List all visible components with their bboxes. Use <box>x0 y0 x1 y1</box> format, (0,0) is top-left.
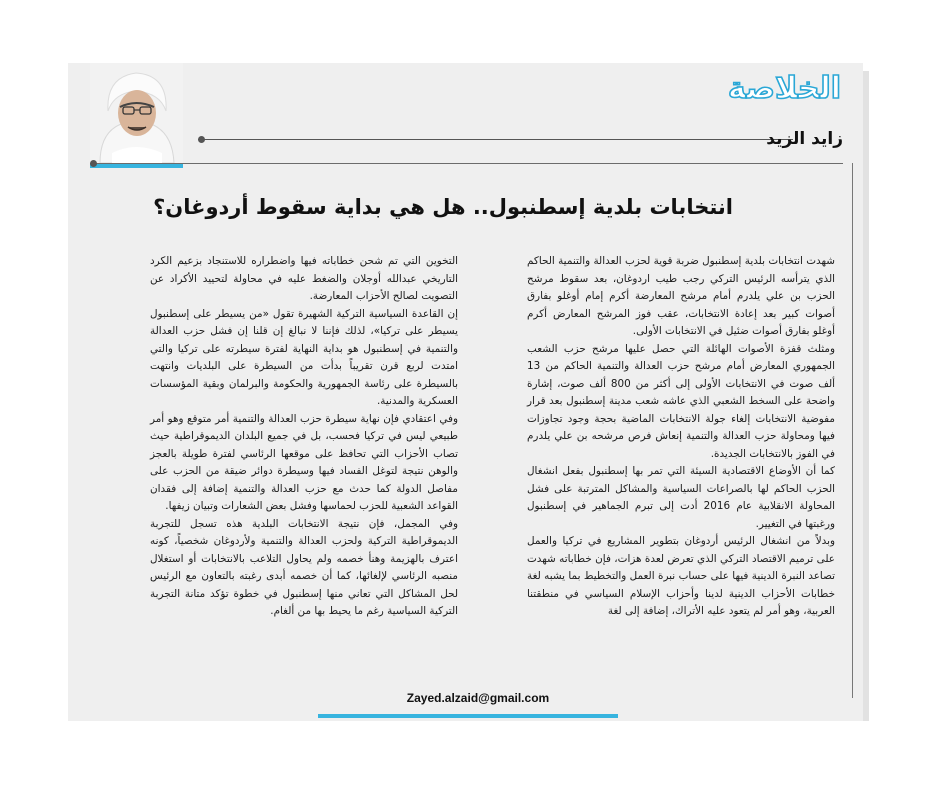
paragraph: شهدت انتخابات بلدية إسطنبول ضربة قوية لحزب العدالة والتنمية الحاكم الذي يترأسه الرئيس التركي رجب طيب اردوغان، بعد سقوط مرشح الحزب بن علي يلدرم أمام مرشح المعارضة أكرم إمام أوغلو بفارق أصوات كبير بعد إعادة الانتخابات، عقب فوز المرشح المعارض أكرم أوغلو بفارق أصوات ضئيل في الانتخابات الأولى. <box>527 255 835 337</box>
author-name: زايد الزيد <box>766 129 843 149</box>
paragraph: وفي المجمل، فإن نتيجة الانتخابات البلدية هذه تسجل للتجربة الديموقراطية التركية ولحزب العدالة والتنمية ولأردوغان شخصياً، كونه اعترف بالهزيمة وهنأ خصمه ولم يحاول التلاعب بالانتخابات أو استغلال منصبه الرئاسي لإلغائها، كما أن خصمه أبدى رغبته بالتعاون مع الرئيس لحل المشاكل التي تعاني منها إسطنبول في خطوة تؤكد متانة التجربة التركية السياسية رغم ما يحيط بها من ألغام. <box>150 517 458 617</box>
author-photo <box>90 63 183 163</box>
article-column-left <box>150 253 458 673</box>
author-email: Zayed.alzaid@gmail.com <box>406 691 550 705</box>
author-portrait-image <box>90 63 183 163</box>
header-rule <box>90 163 843 164</box>
paragraph: وفي اعتقادي فإن نهاية سيطرة حزب العدالة والتنمية أمر متوقع وهو أمر طبيعي ليس في تركيا فحسب، بل في جميع البلدان الديموقراطية حيث تصاب الأحزاب التي تحافظ على موقعها الرئاسي لفترة طويلة بالعجز والوهن نتيجة لتوغل الفساد فيها وسيطرة دوائر ضيقة من الحزب على مفاصل الدولة كما حدث مع حزب العدالة والتنمية إضافة إلى فقدان القواعد الشعبية للحزب لحماسها وفشل بعض الشعارات وتبيان زيفها. <box>150 412 458 512</box>
paragraph: إن القاعدة السياسية التركية الشهيرة تقول «من يسيطر على إسطنبول يسيطر على تركيا»، لذلك فإننا لا نبالغ إن قلنا إن فشل حزب العدالة والتنمية في إسطنبول هو بداية النهاية لفترة سيطرته على تركيا والتي امتدت لربع قرن تقريباً بدأت من السيطرة على البلديات وانتهت بالسيطرة على رئاسة الجمهورية والحكومة والبرلمان وبقية المؤسسات العسكرية والمدنية. <box>150 307 458 407</box>
paragraph: ومثلث قفزة الأصوات الهائلة التي حصل عليها مرشح حزب الشعب الجمهوري المعارض أمام مرشح حزب العدالة والتنمية الحاكم من 13 ألف صوت في الانتخابات الأولى إلى أكثر من 800 ألف صوت، إشارة واضحة على السخط الشعبي الذي عاشه شعب مدينة إسطنبول بعد قرار مفوضية الانتخابات إلغاء جولة الانتخابات الماضية بحجة وجود تجاوزات فيها ومحاولة حزب العدالة والتنمية إنعاش فرص مرشحه بن علي يلدرم في الفوز بالانتخابات الجديدة. <box>527 342 835 460</box>
email-accent-bar <box>318 714 618 718</box>
article-headline: انتخابات بلدية إسطنبول.. هل هي بداية سقوط أردوغان؟ <box>153 195 733 219</box>
paragraph: التخوين التي تم شحن خطاباته فيها واضطراره للاستنجاد بزعيم الكرد التاريخي عبدالله أوجلان والضغط عليه في محاولة لتحييد الأكراد عن التصويت لصالح الأحزاب المعارضة. <box>150 255 458 302</box>
article-page <box>68 63 863 721</box>
paragraph: كما أن الأوضاع الاقتصادية السيئة التي تمر بها إسطنبول بفعل انشغال الحزب الحاكم لها بالصراعات السياسية والمشاكل المترتبة على فشل المحاولة الانقلابية عام 2016 أدت إلى تبرم الجماهير في إسطنبول ورغبتها في التغيير. <box>527 465 835 530</box>
article-column-right <box>527 253 835 673</box>
paragraph: وبدلاً من انشغال الرئيس أردوغان بتطوير المشاريع في تركيا والعمل على ترميم الاقتصاد التركي الذي تعرض لعدة هزات، فإن خطاباته شهدت تصاعد النبرة الدينية فيها على حساب نبرة العمل والتخطيط بما يشبه لغة خطابات الأحزاب الدينية لدينا وأحزاب الإسلام السياسي في منطقتنا العربية، وهو أمر لم يتعود عليه الأتراك، إضافة إلى لغة <box>527 535 835 617</box>
column-logo: الخلاصة <box>727 71 841 106</box>
author-divider <box>198 139 793 140</box>
side-rule <box>852 163 853 698</box>
